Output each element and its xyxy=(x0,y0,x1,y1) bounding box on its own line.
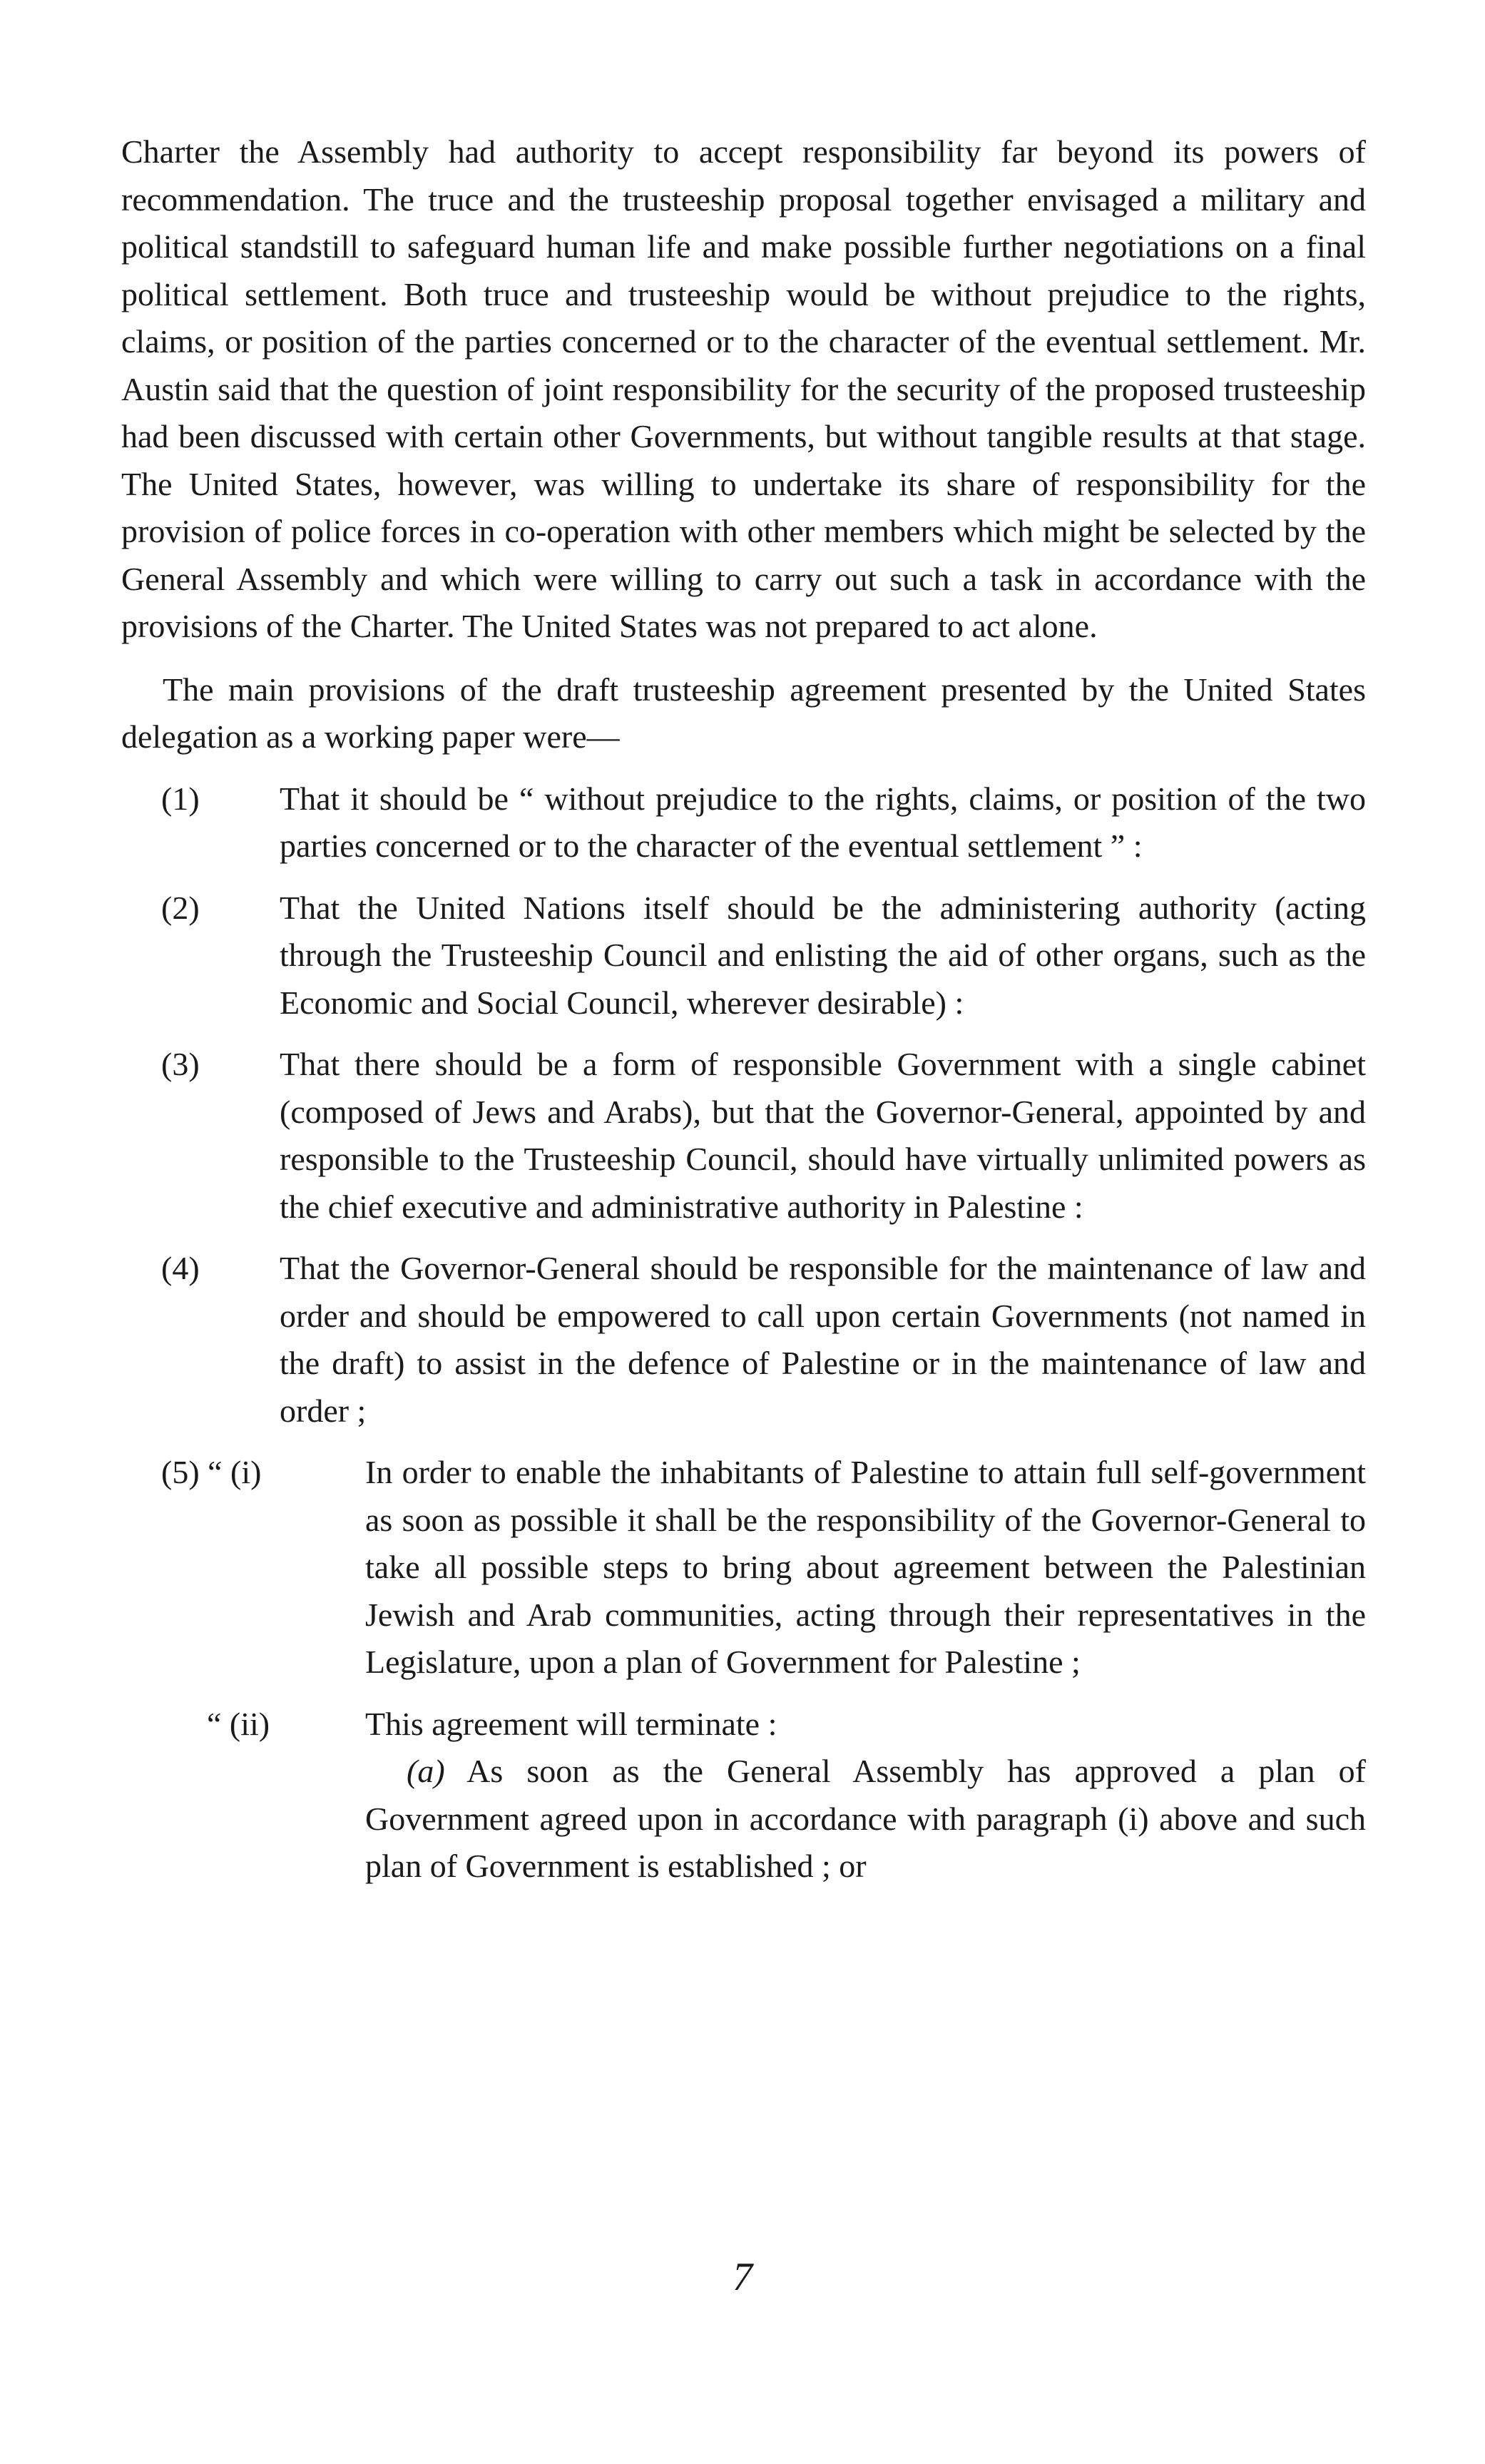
list-item-number: (4) xyxy=(161,1250,200,1286)
sub-item-text: This agreement will terminate : xyxy=(365,1705,777,1742)
paragraph-2: The main provisions of the draft trusteeship agreement presented by the United States delegation as a working paper were— xyxy=(121,671,1366,755)
sub-clause-text: As soon as the General Assembly has approved a plan of Government agreed upon in accordance with paragraph (i) above and such plan of Government is established ; or xyxy=(365,1753,1366,1884)
list-item-1 xyxy=(121,775,1366,870)
list-item-4 xyxy=(121,1245,1366,1435)
list-item-5 xyxy=(121,1449,1366,1686)
list-item-3 xyxy=(121,1041,1366,1231)
list-item-text: In order to enable the inhabitants of Palestine to attain full self-government as soon as possible it shall be the responsibility of the Governor-General to take all possible steps to bring about agreement between the Palestinian Jewish and Arab communities, acting through their representatives in the Legislature, upon a plan of Government for Palestine ; xyxy=(365,1454,1366,1680)
paragraph-1: Charter the Assembly had authority to accept responsibility far beyond its powers of recommendation. The truce and the trusteeship proposal together envisaged a military and political standstill to safeguard human life and make possible further negotiations on a final political settlement. Both truce and trusteeship would be without prejudice to the rights, claims, or position of the parties concerned or to the character of the eventual settlement. Mr. Austin said that the question of joint responsibility for the security of the proposed trusteeship had been discussed with certain other Governments, but without tangible results at that stage. The United States, however, was willing to undertake its share of responsibility for the provision of police forces in co-operation with other members which might be selected by the General Assembly and which were willing to carry out such a task in accordance with the provisions of the Charter. The United States was not prepared to act alone. xyxy=(121,133,1366,644)
list-item-text: That the United Nations itself should be the administering authority (acting through the Trusteeship Council and enlisting the aid of other organs, such as the Economic and Social Council, wherever desirable) : xyxy=(280,889,1366,1021)
list-item-text: That there should be a form of responsible Government with a single cabinet (composed of Jews and Arabs), but that the Governor-General, appointed by and responsible to the Trusteeship Council, should have virtually unlimited powers as the chief executive and administrative authority in Palestine : xyxy=(280,1046,1366,1225)
list-item-number: (3) xyxy=(161,1046,200,1082)
sub-item-ii xyxy=(121,1701,1366,1748)
list-item-number: (1) xyxy=(161,780,200,817)
sub-clause-letter: (a) xyxy=(407,1753,445,1789)
document-body xyxy=(121,128,1366,1890)
page-number: 7 xyxy=(733,2255,752,2299)
list-item-2 xyxy=(121,885,1366,1027)
sub-item-number: “ (ii) xyxy=(207,1705,270,1742)
sub-clause-a xyxy=(121,1748,1366,1890)
list-item-text: That the Governor-General should be responsible for the maintenance of law and order and should be empowered to call upon certain Governments (not named in the draft) to assist in the defence of Palestine or in the maintenance of law and order ; xyxy=(280,1250,1366,1429)
list-item-number: (2) xyxy=(161,889,200,926)
list-item-text: That it should be “ without prejudice to the rights, claims, or position of the two parties concerned or to the character of the eventual settlement ” : xyxy=(280,780,1366,864)
list-item-number: (5) “ (i) xyxy=(161,1454,262,1490)
